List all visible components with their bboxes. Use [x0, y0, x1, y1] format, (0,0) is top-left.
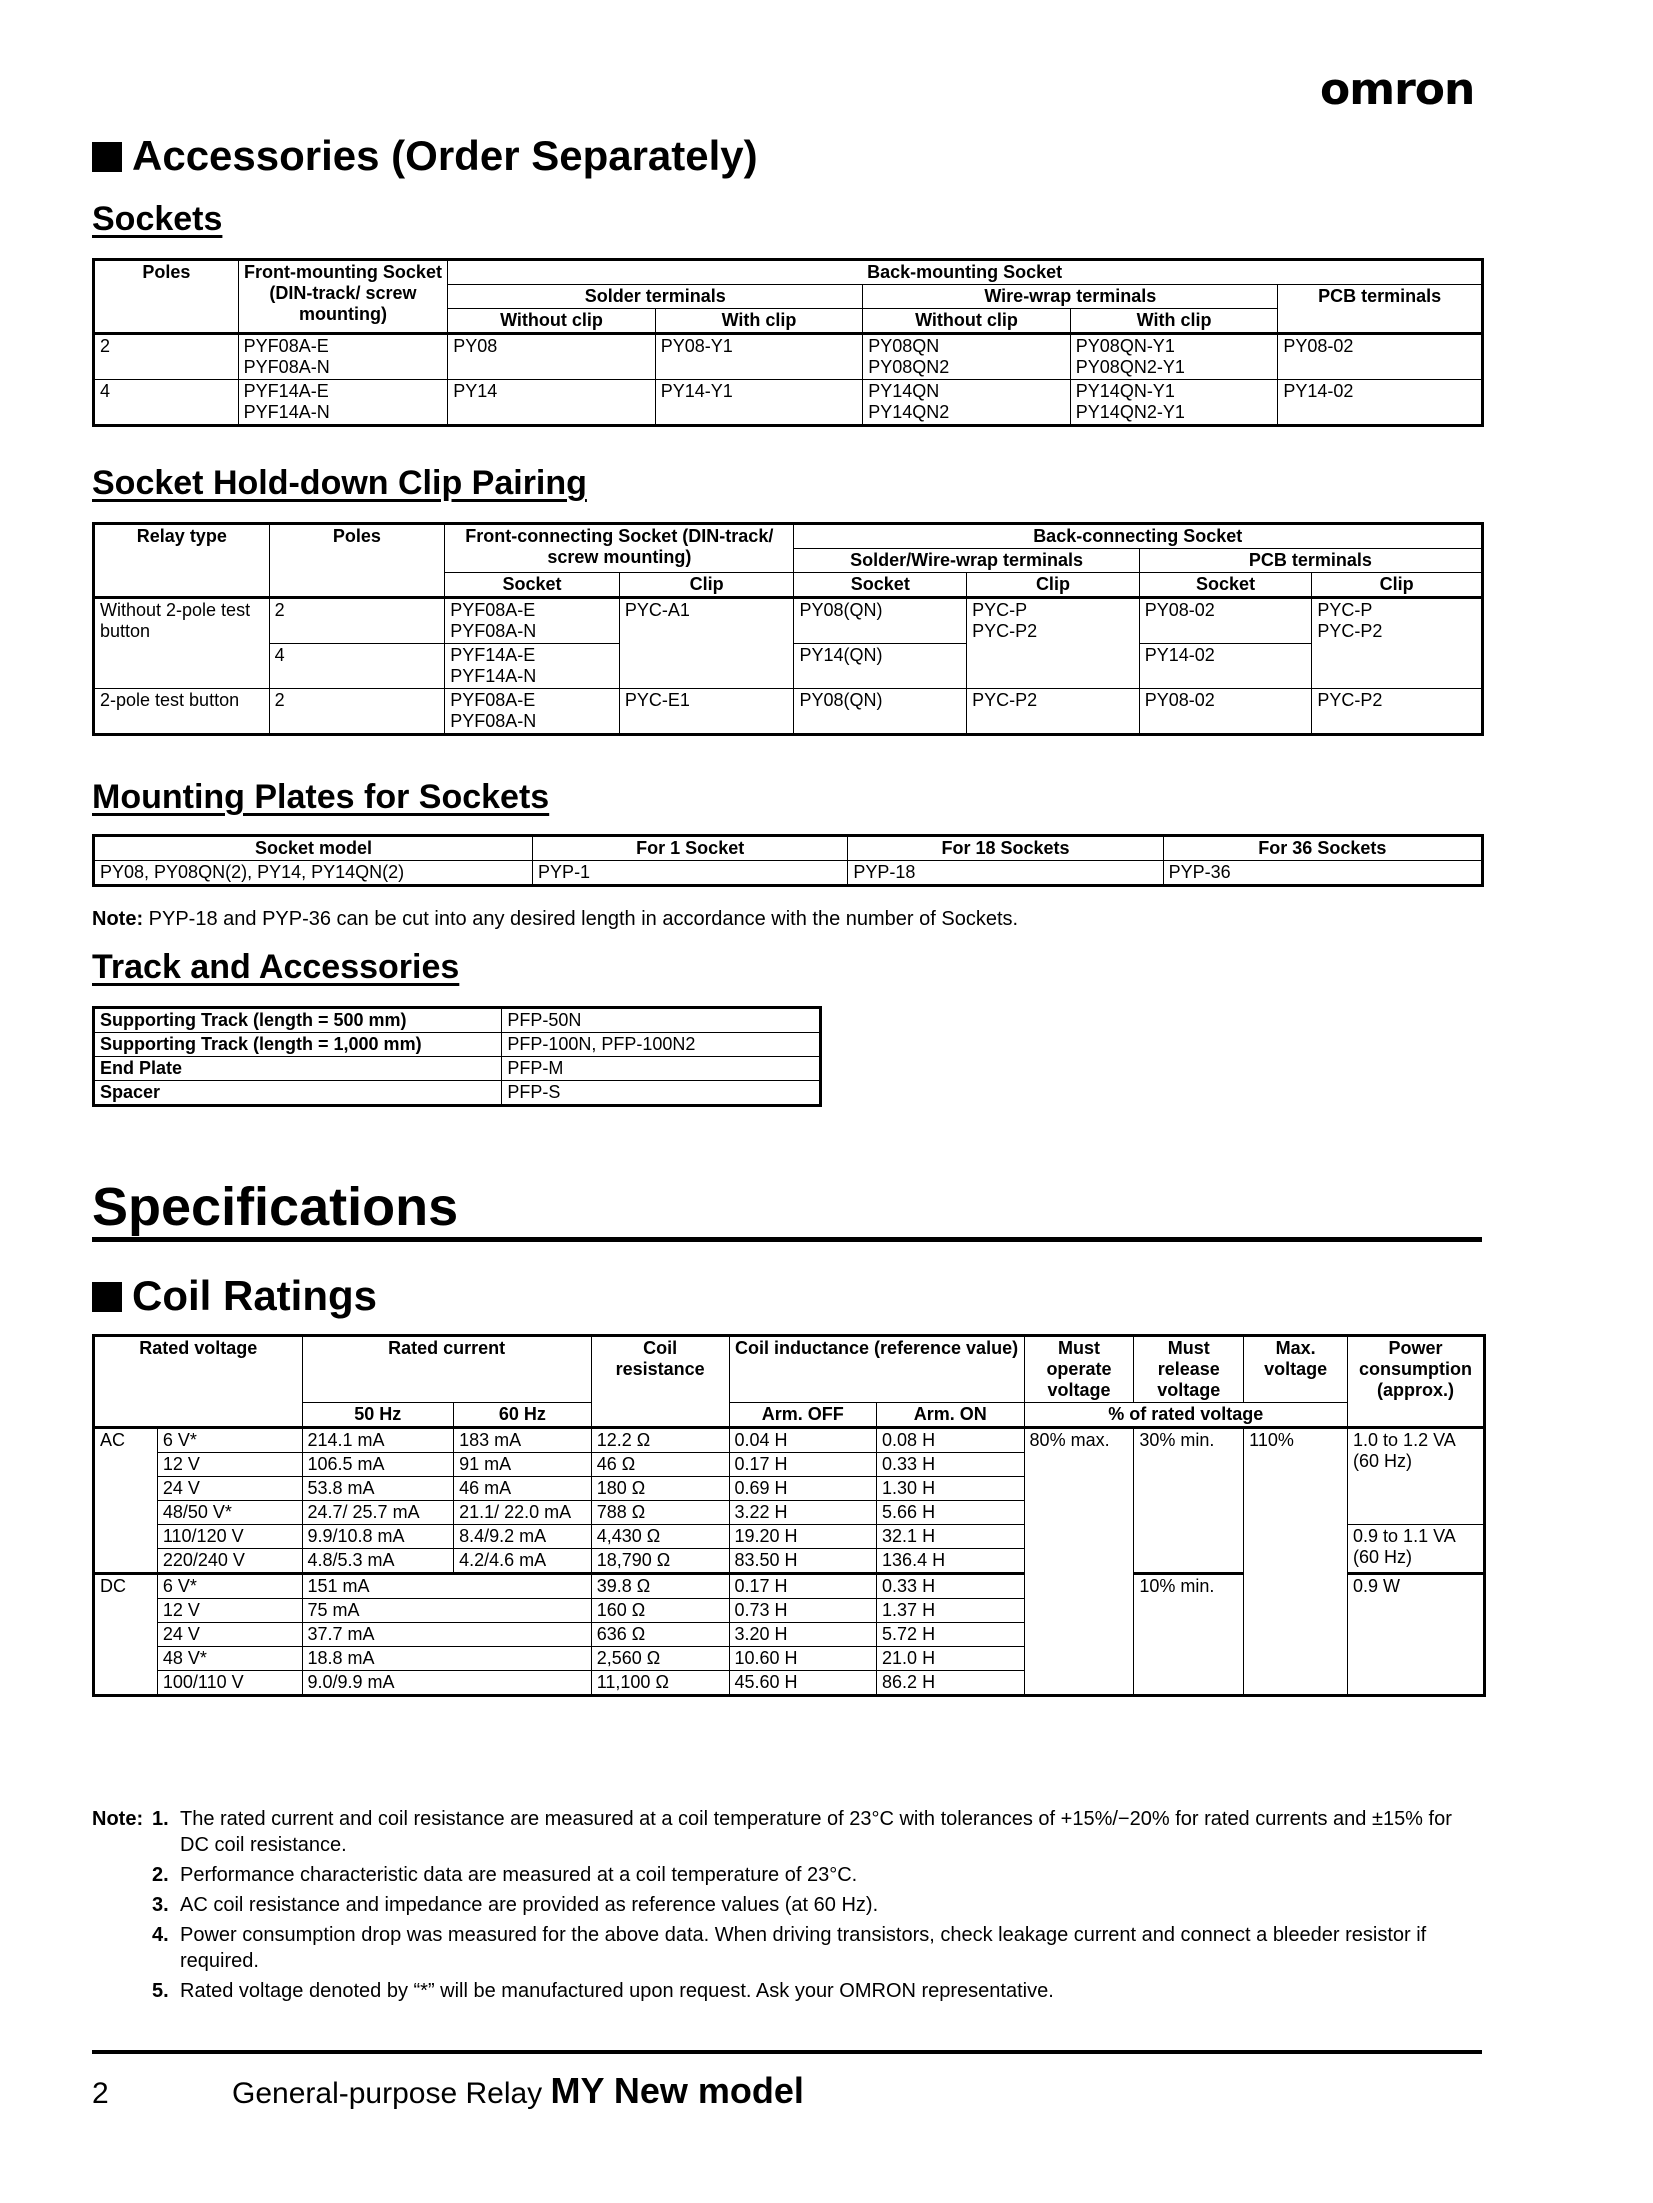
- cell: PY08: [448, 334, 656, 380]
- col-60hz: 60 Hz: [454, 1403, 592, 1428]
- cell: 6 V*: [157, 1428, 302, 1453]
- note-item: Rated voltage denoted by “*” will be manufactured upon request. Ask your OMRON representative.: [180, 1980, 1054, 2002]
- cell: 3.22 H: [729, 1501, 877, 1525]
- cell: PY08QN PY08QN2: [863, 334, 1071, 380]
- cell: 39.8 Ω: [591, 1574, 729, 1599]
- cell: PFP-S: [502, 1081, 821, 1106]
- col-coil-resistance: Coil resistance: [591, 1336, 729, 1428]
- col-wire-without: Without clip: [863, 309, 1071, 334]
- cell: 5.72 H: [877, 1623, 1025, 1647]
- cell: 6 V*: [157, 1574, 302, 1599]
- cell: PYC-A1: [619, 598, 794, 689]
- cell: PY08QN-Y1 PY08QN2-Y1: [1070, 334, 1278, 380]
- cell: 24 V: [157, 1477, 302, 1501]
- cell: PY14-Y1: [655, 380, 862, 426]
- col-wire-wrap: Wire-wrap terminals: [863, 285, 1278, 309]
- omron-logo: omron: [1320, 64, 1475, 115]
- cell: 2: [269, 598, 445, 644]
- table-row: [94, 1033, 821, 1057]
- col-pcb: PCB terminals: [1139, 549, 1482, 573]
- cell: End Plate: [94, 1057, 502, 1081]
- sockets-heading: Sockets: [92, 200, 223, 238]
- cell: 136.4 H: [877, 1549, 1025, 1574]
- cell: 5.66 H: [877, 1501, 1025, 1525]
- col-coil-inductance: Coil inductance (reference value): [729, 1336, 1024, 1403]
- cell: PY08(QN): [794, 689, 967, 735]
- col-clip: Clip: [967, 573, 1140, 598]
- col-clip: Clip: [1312, 573, 1483, 598]
- table-row: [94, 1428, 1485, 1453]
- col-max-voltage: Max. voltage: [1244, 1336, 1348, 1403]
- cell: PYF08A-E PYF08A-N: [445, 689, 620, 735]
- cell: 80% max.: [1024, 1428, 1134, 1696]
- col-power-consumption: Power consumption (approx.): [1348, 1336, 1485, 1428]
- cell: 2: [269, 689, 445, 735]
- cell: 32.1 H: [877, 1525, 1025, 1549]
- cell: 180 Ω: [591, 1477, 729, 1501]
- cell: 10% min.: [1134, 1574, 1244, 1696]
- cell: 11,100 Ω: [591, 1671, 729, 1696]
- footer-model: MY New model: [550, 2070, 804, 2111]
- footer-product: General-purpose Relay: [232, 2077, 551, 2110]
- table-row: [94, 1057, 821, 1081]
- cell: 3.20 H: [729, 1623, 877, 1647]
- cell: 151 mA: [302, 1574, 591, 1599]
- cell: PY14-02: [1139, 644, 1312, 689]
- col-wire-with: With clip: [1070, 309, 1278, 334]
- coil-ratings-table: [92, 1334, 1486, 1697]
- col-socket-model: Socket model: [94, 836, 533, 861]
- cell: 12 V: [157, 1599, 302, 1623]
- cell: 48 V*: [157, 1647, 302, 1671]
- col-rated-voltage: Rated voltage: [94, 1336, 303, 1428]
- cell: PY08, PY08QN(2), PY14, PY14QN(2): [94, 861, 533, 886]
- cell: Without 2-pole test button: [94, 598, 270, 689]
- col-clip: Clip: [619, 573, 794, 598]
- table-row: [94, 861, 1483, 886]
- cell: PY08-02: [1139, 689, 1312, 735]
- cell: 30% min.: [1134, 1428, 1244, 1574]
- col-front-connecting: Front-connecting Socket (DIN-track/ screw mounting): [445, 524, 794, 573]
- cell: 4: [269, 644, 445, 689]
- cell: 110%: [1244, 1428, 1348, 1696]
- cell: 0.33 H: [877, 1453, 1025, 1477]
- cell: 75 mA: [302, 1599, 591, 1623]
- cell: PYF14A-E PYF14A-N: [445, 644, 620, 689]
- cell: 0.08 H: [877, 1428, 1025, 1453]
- cell: 45.60 H: [729, 1671, 877, 1696]
- cell: PFP-M: [502, 1057, 821, 1081]
- cell: 18,790 Ω: [591, 1549, 729, 1574]
- col-arm-off: Arm. OFF: [729, 1403, 877, 1428]
- col-front-mounting: Front-mounting Socket (DIN-track/ screw mounting): [238, 260, 448, 334]
- cell: PYF08A-E PYF08A-N: [445, 598, 620, 644]
- cell: 0.17 H: [729, 1453, 877, 1477]
- col-socket: Socket: [794, 573, 967, 598]
- square-bullet-icon: [92, 142, 122, 172]
- clip-pairing-table: [92, 522, 1484, 736]
- cell: 220/240 V: [157, 1549, 302, 1574]
- accessories-heading: Accessories (Order Separately): [92, 132, 758, 180]
- cell: 21.1/ 22.0 mA: [454, 1501, 592, 1525]
- cell: PY14(QN): [794, 644, 967, 689]
- page-footer: [92, 2070, 804, 2112]
- cell: Supporting Track (length = 500 mm): [94, 1008, 502, 1033]
- col-50hz: 50 Hz: [302, 1403, 454, 1428]
- cell: 48/50 V*: [157, 1501, 302, 1525]
- cell: 21.0 H: [877, 1647, 1025, 1671]
- col-arm-on: Arm. ON: [877, 1403, 1025, 1428]
- cell: 1.0 to 1.2 VA (60 Hz): [1348, 1428, 1485, 1525]
- cell: PYF08A-E PYF08A-N: [238, 334, 448, 380]
- cell: 46 Ω: [591, 1453, 729, 1477]
- col-pcb: PCB terminals: [1278, 285, 1483, 334]
- cell: 53.8 mA: [302, 1477, 454, 1501]
- cell: 0.73 H: [729, 1599, 877, 1623]
- col-must-release: Must release voltage: [1134, 1336, 1244, 1403]
- cell: PFP-50N: [502, 1008, 821, 1033]
- divider: [92, 1237, 1482, 1242]
- cell: 2: [94, 334, 239, 380]
- cell: 4: [94, 380, 239, 426]
- cell: PYC-P2: [1312, 689, 1483, 735]
- col-percent-rated: % of rated voltage: [1024, 1403, 1347, 1428]
- track-table: [92, 1006, 822, 1107]
- cell: PY14QN PY14QN2: [863, 380, 1071, 426]
- clip-pairing-heading: Socket Hold-down Clip Pairing: [92, 464, 587, 502]
- cell: 37.7 mA: [302, 1623, 591, 1647]
- cell: 8.4/9.2 mA: [454, 1525, 592, 1549]
- cell: 1.37 H: [877, 1599, 1025, 1623]
- coil-notes: Note: 1. The rated current and coil resistance are measured at a coil temperature of 23°C with tolerances of +15%/−20% for rated currents and ±15% for DC coil resistance. 2. Performance characteristic data are measured at a coil temperature of 23°C. 3. AC coil resistance and impedance are provided as reference values (at 60 Hz). 4. Power consumption drop was measured for the above data. When driving transistors, check leakage current and connect a bleeder resistor if required. 5. Rated voltage denoted by “*” will be manufactured upon request. Ask your OMRON representative.: [92, 1806, 1484, 2008]
- col-rated-current: Rated current: [302, 1336, 591, 1403]
- cell: PYF14A-E PYF14A-N: [238, 380, 448, 426]
- col-solder-without: Without clip: [448, 309, 656, 334]
- col-back-mounting: Back-mounting Socket: [448, 260, 1483, 285]
- cell: Supporting Track (length = 1,000 mm): [94, 1033, 502, 1057]
- cell: 83.50 H: [729, 1549, 877, 1574]
- col-socket: Socket: [1139, 573, 1312, 598]
- page-number: 2: [92, 2077, 109, 2110]
- col-for-18: For 18 Sockets: [848, 836, 1163, 861]
- cell: 19.20 H: [729, 1525, 877, 1549]
- cell: 0.04 H: [729, 1428, 877, 1453]
- sockets-table: [92, 258, 1484, 427]
- cell: 9.0/9.9 mA: [302, 1671, 591, 1696]
- cell: 10.60 H: [729, 1647, 877, 1671]
- col-solder: Solder terminals: [448, 285, 863, 309]
- cell: 12 V: [157, 1453, 302, 1477]
- cell: PY08(QN): [794, 598, 967, 644]
- cell: 4.8/5.3 mA: [302, 1549, 454, 1574]
- cell: 106.5 mA: [302, 1453, 454, 1477]
- cell: PYP-18: [848, 861, 1163, 886]
- cell: 214.1 mA: [302, 1428, 454, 1453]
- footer-divider: [92, 2050, 1482, 2054]
- note-item: Power consumption drop was measured for the above data. When driving transistors, check leakage current and connect a bleeder resistor if required.: [180, 1924, 1427, 1972]
- cell: PYP-1: [533, 861, 848, 886]
- note-item: AC coil resistance and impedance are provided as reference values (at 60 Hz).: [180, 1894, 879, 1916]
- cell: Spacer: [94, 1081, 502, 1106]
- cell: 2,560 Ω: [591, 1647, 729, 1671]
- cell: 91 mA: [454, 1453, 592, 1477]
- cell: 160 Ω: [591, 1599, 729, 1623]
- cell: PYC-E1: [619, 689, 794, 735]
- cell: 0.9 W: [1348, 1574, 1485, 1696]
- table-row: [94, 1008, 821, 1033]
- plates-note: Note: PYP-18 and PYP-36 can be cut into any desired length in accordance with the number of Sockets.: [92, 908, 1019, 930]
- note-item: Performance characteristic data are measured at a coil temperature of 23°C.: [180, 1864, 858, 1886]
- table-row: [94, 689, 1483, 735]
- cell: 4,430 Ω: [591, 1525, 729, 1549]
- cell: PFP-100N, PFP-100N2: [502, 1033, 821, 1057]
- col-solder-wire: Solder/Wire-wrap terminals: [794, 549, 1139, 573]
- cell: PY14: [448, 380, 656, 426]
- col-poles: Poles: [94, 260, 239, 334]
- cell: 4.2/4.6 mA: [454, 1549, 592, 1574]
- specifications-heading: Specifications: [92, 1177, 459, 1237]
- cell: 100/110 V: [157, 1671, 302, 1696]
- cell: 1.30 H: [877, 1477, 1025, 1501]
- col-must-operate: Must operate voltage: [1024, 1336, 1134, 1403]
- cell: PYC-P PYC-P2: [967, 598, 1140, 689]
- cell: 2-pole test button: [94, 689, 270, 735]
- cell: PY14-02: [1278, 380, 1483, 426]
- note-item: The rated current and coil resistance are measured at a coil temperature of 23°C with tolerances of +15%/−20% for rated currents and ±15% for DC coil resistance.: [180, 1808, 1452, 1856]
- col-for-36: For 36 Sockets: [1163, 836, 1482, 861]
- mounting-plates-heading: Mounting Plates for Sockets: [92, 778, 550, 816]
- cell: 0.17 H: [729, 1574, 877, 1599]
- cell: 24 V: [157, 1623, 302, 1647]
- col-relay-type: Relay type: [94, 524, 270, 598]
- note-label: Note:: [92, 1808, 144, 1830]
- table-row: [94, 334, 1483, 380]
- coil-ratings-heading: Coil Ratings: [92, 1272, 377, 1320]
- col-for-1: For 1 Socket: [533, 836, 848, 861]
- cell: 636 Ω: [591, 1623, 729, 1647]
- cell: AC: [94, 1428, 158, 1574]
- cell: 0.33 H: [877, 1574, 1025, 1599]
- cell: PYC-P PYC-P2: [1312, 598, 1483, 689]
- cell: 9.9/10.8 mA: [302, 1525, 454, 1549]
- cell: 12.2 Ω: [591, 1428, 729, 1453]
- cell: 110/120 V: [157, 1525, 302, 1549]
- cell: PY08-02: [1278, 334, 1483, 380]
- mounting-plates-table: [92, 834, 1484, 887]
- table-row: [94, 1081, 821, 1106]
- cell: PY14QN-Y1 PY14QN2-Y1: [1070, 380, 1278, 426]
- cell: 183 mA: [454, 1428, 592, 1453]
- cell: 24.7/ 25.7 mA: [302, 1501, 454, 1525]
- table-row: [94, 380, 1483, 426]
- col-poles: Poles: [269, 524, 445, 598]
- cell: PY08-Y1: [655, 334, 862, 380]
- cell: 46 mA: [454, 1477, 592, 1501]
- cell: 18.8 mA: [302, 1647, 591, 1671]
- col-socket: Socket: [445, 573, 620, 598]
- cell: DC: [94, 1574, 158, 1696]
- cell: 0.9 to 1.1 VA (60 Hz): [1348, 1525, 1485, 1574]
- table-row: [94, 598, 1483, 644]
- col-back-connecting: Back-connecting Socket: [794, 524, 1483, 549]
- cell: 788 Ω: [591, 1501, 729, 1525]
- col-solder-with: With clip: [655, 309, 862, 334]
- cell: 86.2 H: [877, 1671, 1025, 1696]
- cell: PYC-P2: [967, 689, 1140, 735]
- cell: PY08-02: [1139, 598, 1312, 644]
- track-heading: Track and Accessories: [92, 948, 460, 986]
- cell: 0.69 H: [729, 1477, 877, 1501]
- square-bullet-icon: [92, 1282, 122, 1312]
- cell: PYP-36: [1163, 861, 1482, 886]
